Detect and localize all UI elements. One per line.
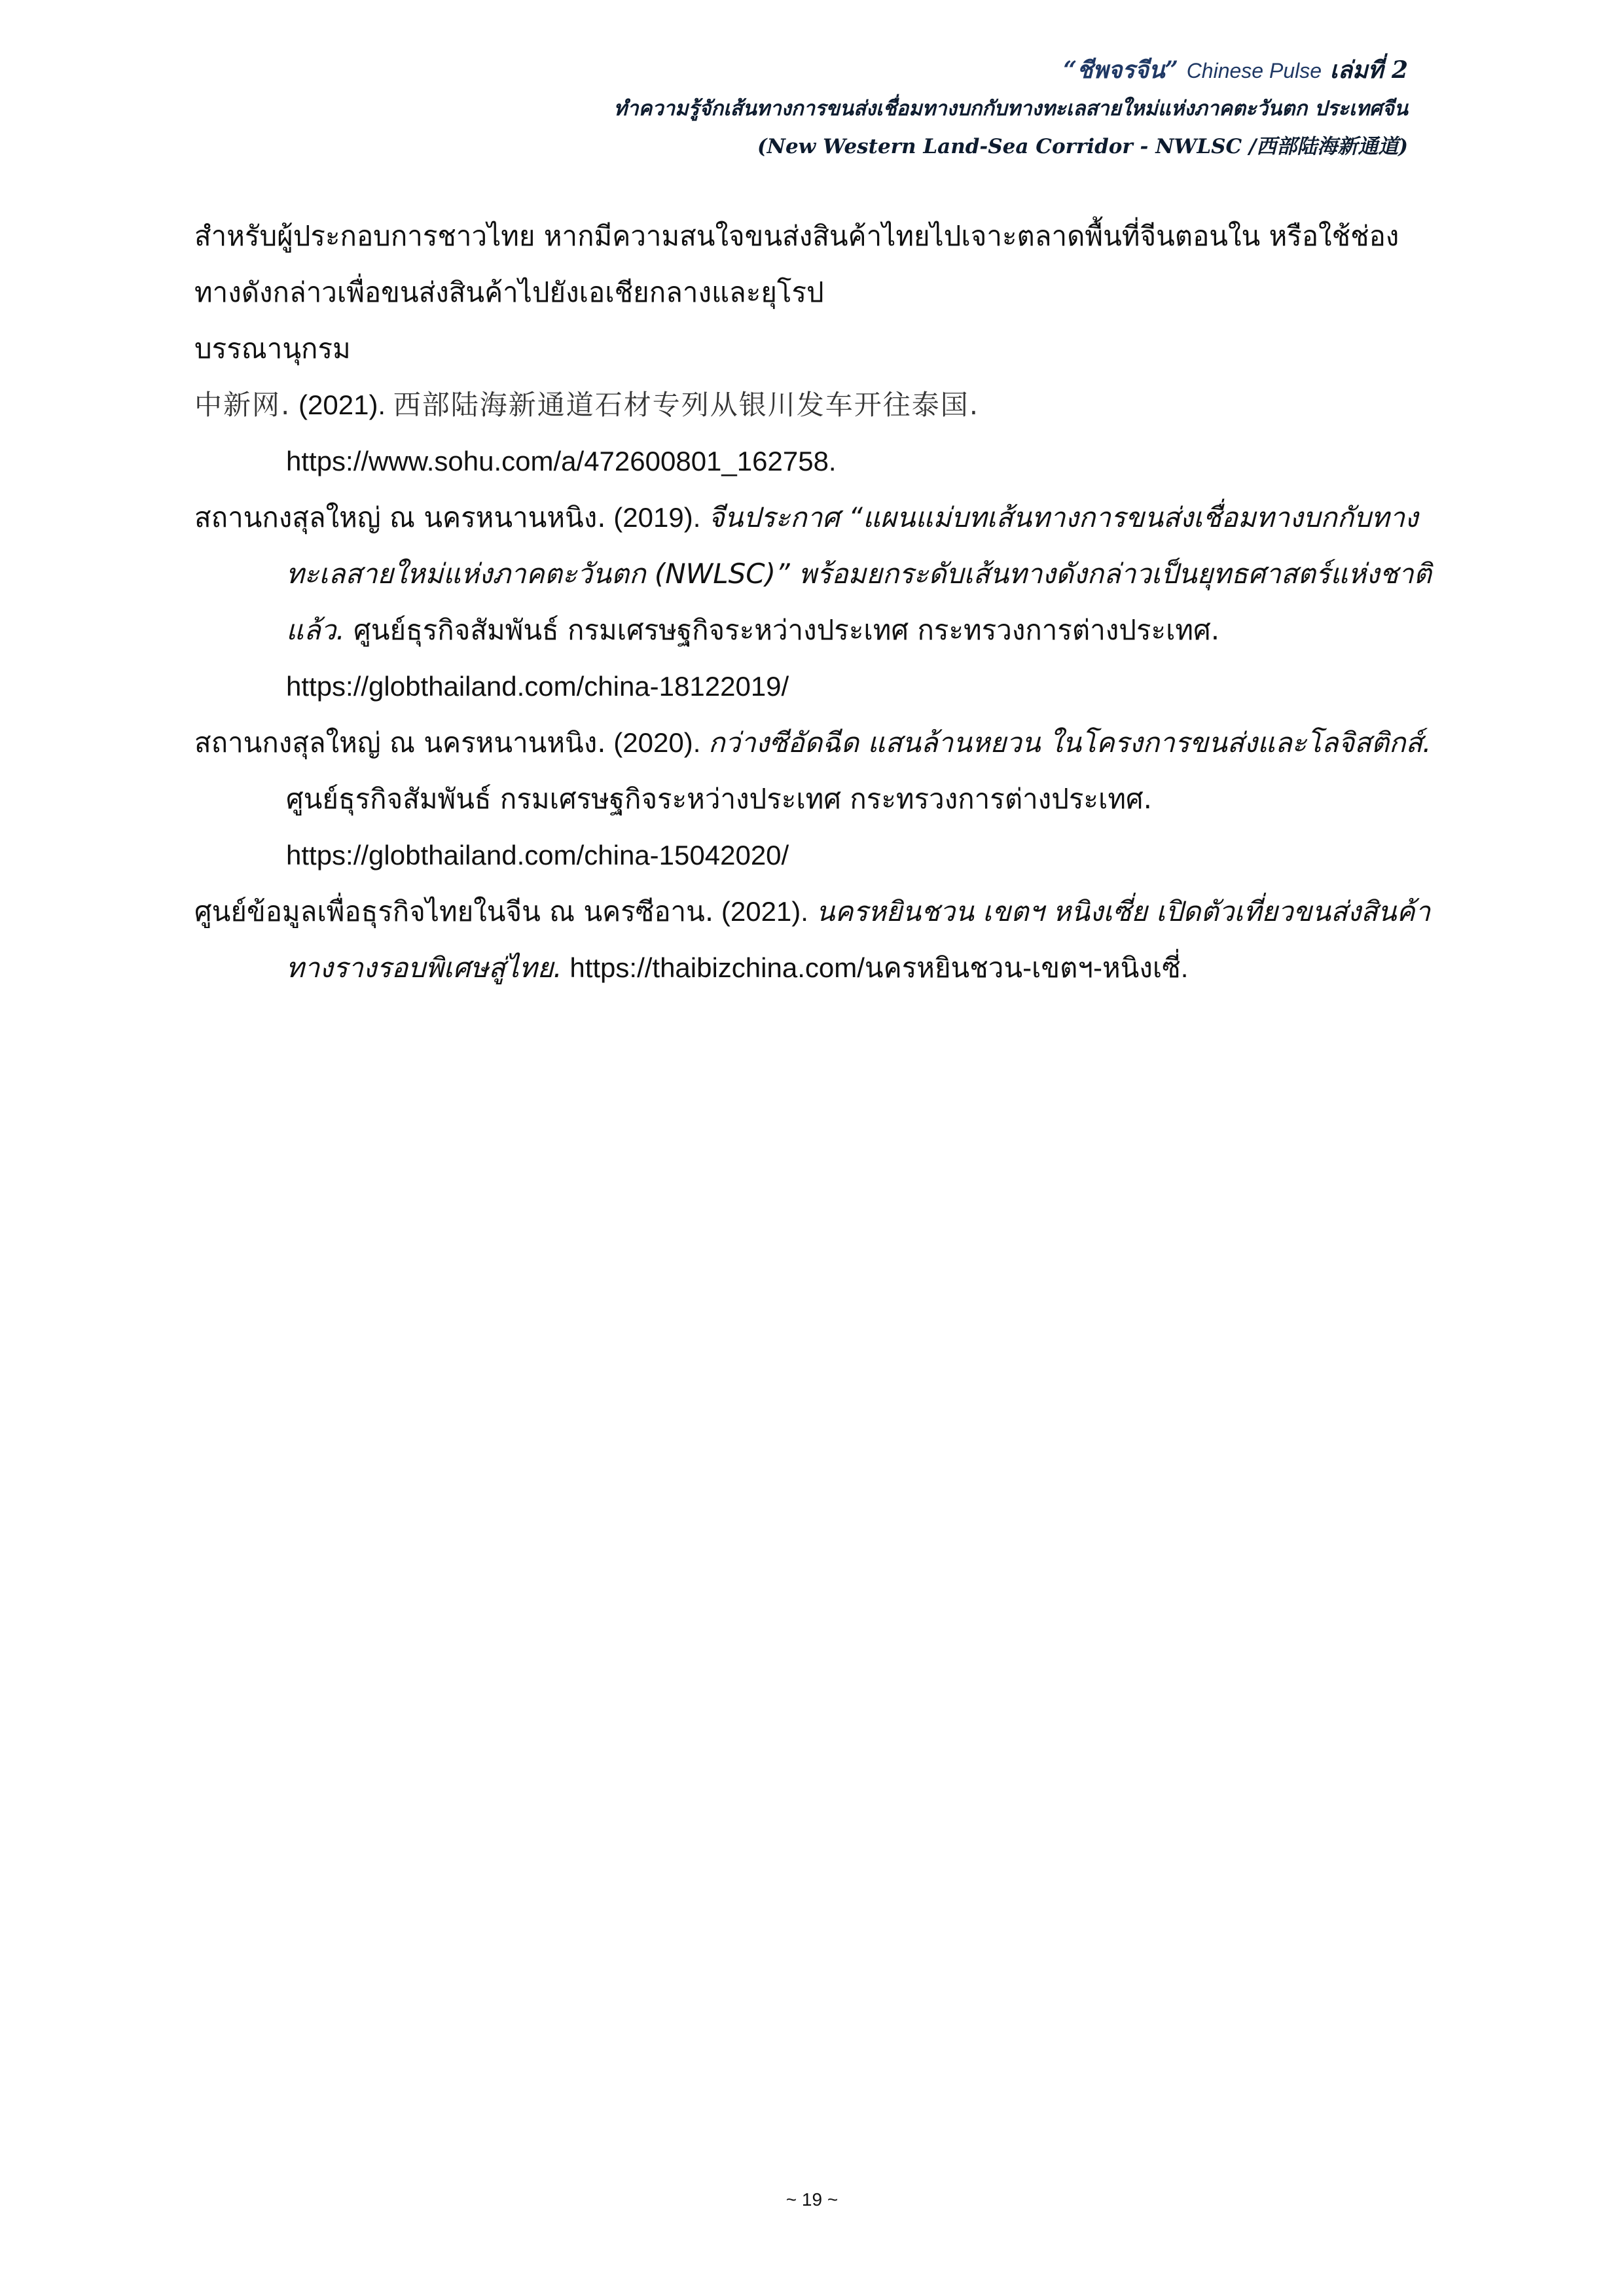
reference-source: ศูนย์ธุรกิจสัมพันธ์ กรมเศรษฐกิจระหว่างประเทศ กระทรวงการต่างประเทศ. (344, 614, 1220, 646)
reference-url[interactable]: https://globthailand.com/china-18122019/ (286, 671, 789, 702)
reference-title: กว่างซีอัดฉีด แสนล้านหยวน ในโครงการขนส่งและโลจิสติกส์. (708, 726, 1432, 759)
header-subtitle-en: (New Western Land-Sea Corridor - NWLSC /西部陆海新通道) (757, 135, 1408, 158)
header-volume: เล่มที่ 2 (1329, 56, 1408, 84)
header-series-en: Chinese Pulse (1186, 59, 1322, 82)
running-header (614, 51, 1408, 166)
reference-year: (2020). (605, 727, 709, 758)
reference-entry (194, 377, 1438, 490)
reference-entry (194, 490, 1438, 715)
reference-year: (2021). (713, 896, 816, 927)
reference-year: (2021). (291, 389, 393, 420)
bibliography-heading: บรรณานุกรม (194, 332, 351, 365)
reference-url[interactable]: https://www.sohu.com/a/472600801_162758. (286, 446, 837, 476)
reference-author: สถานกงสุลใหญ่ ณ นครหนานหนิง. (194, 501, 606, 533)
reference-title: จีนประกาศ “แผนแม่บทเส้นทางการขนส่งเชื่อมทางบกกับทางทะเลสายใหม่แห่งภาคตะวันตก (NWLSC)” พร้อมยกระดับเส้นทางดังกล่าวเป็นยุทธศาสตร์แห่งชาติแล้ว. (286, 501, 1432, 646)
reference-author: ศูนย์ข้อมูลเพื่อธุรกิจไทยในจีน ณ นครซีอาน. (194, 895, 714, 927)
reference-url[interactable]: https://thaibizchina.com/นครหยินชวน-เขตฯ-หนิงเซี่. (562, 952, 1189, 983)
page-content (194, 208, 1438, 996)
header-subtitle: ทำความรู้จักเส้นทางการขนส่งเชื่อมทางบกกับทางทะเลสายใหม่แห่งภาคตะวันตก ประเทศจีน (613, 97, 1408, 120)
reference-url[interactable]: https://globthailand.com/china-15042020/ (286, 840, 789, 870)
page-number: ~ 19 ~ (785, 2189, 839, 2210)
body-paragraph: สำหรับผู้ประกอบการชาวไทย หากมีความสนใจขนส่งสินค้าไทยไปเจาะตลาดพื้นที่จีนตอนใน หรือใช้ช่องทางดังกล่าวเพื่อขนส่งสินค้าไปยังเอเชียกลางและยุโรป (194, 220, 1399, 308)
reference-author: สถานกงสุลใหญ่ ณ นครหนานหนิง. (194, 726, 606, 759)
header-brand: “ชีพจรจีน” (1063, 56, 1179, 84)
reference-source: ศูนย์ธุรกิจสัมพันธ์ กรมเศรษฐกิจระหว่างประเทศ กระทรวงการต่างประเทศ. (286, 783, 1153, 815)
reference-title: 西部陆海新通道石材专列从银川发车开往泰国. (393, 389, 980, 421)
reference-entry (194, 715, 1438, 884)
reference-title: นครหยินชวน เขตฯ หนิงเซี่ย เปิดตัวเที่ยวขนส่งสินค้าทางรางรอบพิเศษสู่ไทย. (286, 895, 1431, 984)
header-series-line (614, 51, 1408, 90)
reference-year: (2019). (605, 502, 709, 533)
reference-entry (194, 884, 1438, 996)
reference-author: 中新网. (194, 389, 291, 421)
